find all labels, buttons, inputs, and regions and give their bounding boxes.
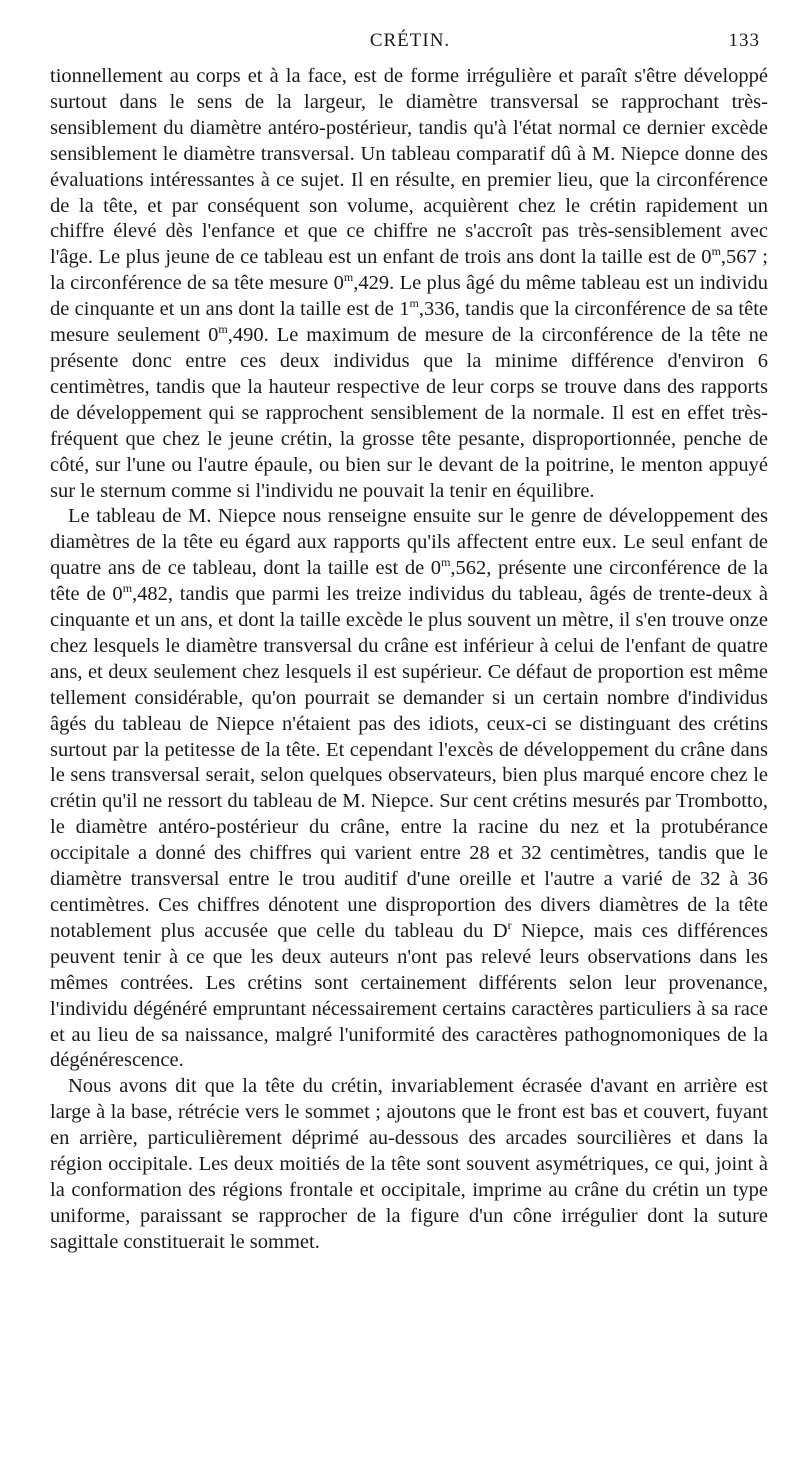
body-text xyxy=(50,64,768,1256)
running-title: CRÉTIN. xyxy=(369,30,451,51)
paragraph: Nous avons dit que la tête du crétin, invariablement écrasée d'avant en arrière est large à la base, rétrécie vers le sommet ; ajoutons que le front est bas et couvert, fuyant en arrière, particulièrement déprimé au-dessous des arcades sourcilières et dans la région occipitale. Les deux moitiés de la tête sont souvent asymétriques, ce qui, joint à la conformation des régions frontale et occipitale, imprime au crâne du crétin un type uniforme, paraissant se rapprocher de la figure d'un cône irrégulier dont la suture sagittale constituerait le sommet. xyxy=(50,1075,768,1253)
running-head xyxy=(50,30,770,56)
page-number: 133 xyxy=(728,30,760,51)
paragraph: tionnellement au corps et à la face, est de forme irrégulière et paraît s'être développé surtout dans le sens de la largeur, le diamètre transversal se rapprochant très-sensiblement du diamètre antéro-postérieur, tandis qu'à l'état normal ce dernier excède sensiblement le diamètre transversal. Un tableau comparatif dû à M. Niepce donne des évaluations intéressantes à ce sujet. Il en résulte, en premier lieu, que la circonférence de la tête, et par conséquent son volume, acquièrent chez le crétin rapidement un chiffre élevé dès l'enfance et que ce chiffre ne s'accroît pas très-sensiblement avec l'âge. Le plus jeune de ce tableau est un enfant de trois ans dont la taille est de 0$^m$,567 ; la circonférence de sa tête mesure 0$^m$,429. Le plus âgé du même tableau est un individu de cinquante et un ans dont la taille est de 1$^m$,336, tandis que la circonférence de sa tête mesure seulement 0$^m$,490. Le maximum de mesure de la circonférence de la tête ne présente donc entre ces deux individus que la minime différence d'environ 6 centimètres, tandis que la hauteur respective de leur corps se trouve dans des rapports de développement qui se rapprochent sensiblement de la normale. Il est en effet très-fréquent que chez le jeune crétin, la grosse tête pesante, disproportionnée, penche de côté, sur l'une ou l'autre épaule, ou bien sur le devant de la poitrine, le menton appuyé sur le sternum comme si l'individu ne pouvait la tenir en équilibre. xyxy=(50,65,769,502)
paragraph: Le tableau de M. Niepce nous renseigne ensuite sur le genre de développement des diamètres de la tête eu égard aux rapports qu'ils affectent entre eux. Le seul enfant de quatre ans de ce tableau, dont la taille est de 0$^m$,562, présente une circonférence de la tête de 0$^m$,482, tandis que parmi les treize individus du tableau, âgés de trente-deux à cinquante et un ans, et dont la taille excède le plus souvent un mètre, il s'en trouve onze chez lesquels le diamètre transversal du crâne est inférieur à celui de l'enfant de quatre ans, et deux seulement chez lesquels il est supérieur. Ce défaut de proportion est même tellement considérable, qu'on pourrait se demander si un certain nombre d'individus âgés du tableau de Niepce n'étaient pas des idiots, ceux-ci se distinguant des crétins surtout par la petitesse de la tête. Et cependant l'excès de développement du crâne dans le sens transversal serait, selon quelques observateurs, bien plus marqué encore chez le crétin qu'il ne ressort du tableau de M. Niepce. Sur cent crétins mesurés par Trombotto, le diamètre antéro-postérieur du crâne, entre la racine du nez et la protubérance occipitale a donné des chiffres qui varient entre 28 et 32 centimètres, tandis que le diamètre transversal entre le trou auditif d'une oreille et l'autre a varié de 32 à 36 centimètres. Ces chiffres dénotent une disproportion des divers diamètres de la tête notablement plus accusée que celle du tableau du $D^r$ Niepce, mais ces différences peuvent tenir à ce que les deux auteurs n'ont pas relevé leurs observations dans les mêmes contrées. Les crétins sont certainement différents selon leur provenance, l'individu dégénéré empruntant nécessairement certains caractères particuliers à sa race et au lieu de sa naissance, malgré l'uniformité des caractères pathognomoniques de la dégénérescence. xyxy=(50,505,768,1072)
